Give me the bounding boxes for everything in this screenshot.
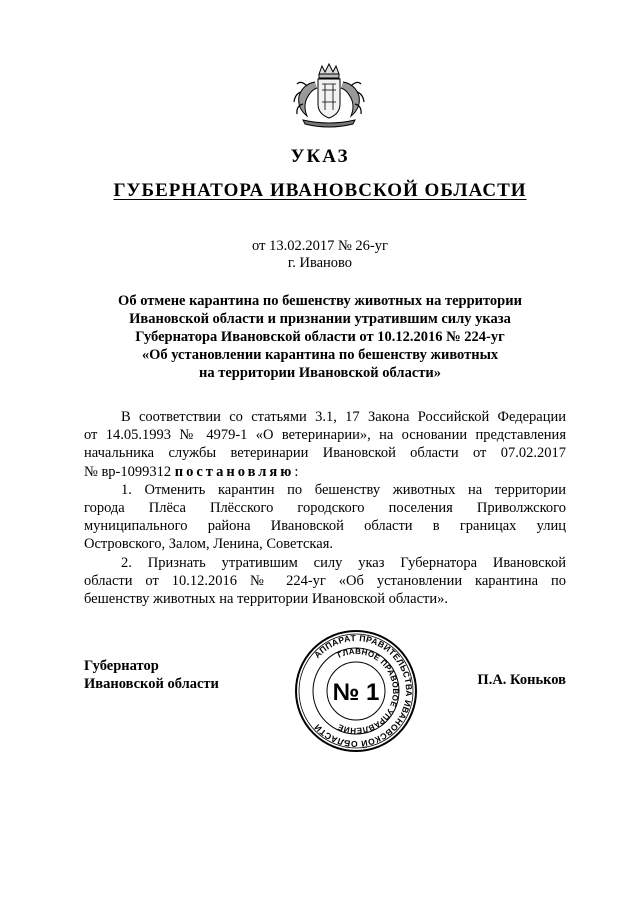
- item1-line: Островского, Залом, Ленина, Советская.: [84, 536, 333, 553]
- item1-line: 1. Отменить карантин по бешенству животных на территории: [121, 481, 566, 498]
- heading-line: Об отмене карантина по бешенству животных на территории: [118, 293, 522, 309]
- seal-inner-text: ГЛАВНОЕ ПРАВОВОЕ УПРАВЛЕНИЕ: [336, 646, 401, 736]
- position-line: Губернатор: [84, 658, 159, 674]
- decree-colon: :: [294, 463, 299, 480]
- city: г. Иваново: [287, 255, 353, 271]
- seal-outer-text: АППАРАТ ПРАВИТЕЛЬСТВА ИВАНОВСКОЙ ОБЛАСТИ: [312, 632, 415, 750]
- order-number: № вр-1099312: [84, 463, 175, 480]
- heading-line: Губернатора Ивановской области от 10.12.2016 № 224-уг: [135, 329, 505, 345]
- official-seal: [294, 629, 418, 753]
- decree-body: [84, 408, 566, 608]
- preamble-last-line: [84, 463, 566, 481]
- document-type: УКАЗ: [290, 146, 350, 167]
- preamble-line: от 14.05.1993 № 4979-1 «О ветеринарии», на основании представления: [84, 427, 566, 444]
- issuer-title-text: ГУБЕРНАТОРА ИВАНОВСКОЙ ОБЛАСТИ: [113, 180, 527, 201]
- heading-line: «Об установлении карантина по бешенству животных: [141, 347, 499, 363]
- preamble-line: начальника службы ветеринарии Ивановской области от 07.02.2017: [84, 445, 566, 462]
- signatory-name: П.А. Коньков: [477, 672, 566, 688]
- heading-line: на территории Ивановской области»: [199, 365, 441, 381]
- item2-line: 2. Признать утратившим силу указ Губернатора Ивановской: [121, 554, 566, 571]
- item2-line: бешенству животных на территории Ивановской области».: [84, 590, 448, 607]
- signatory-position: [84, 657, 219, 693]
- preamble-line: В соответствии со статьями 3.1, 17 Закона Российской Федерации: [121, 409, 566, 425]
- issuer-title: [0, 180, 640, 202]
- seal-number: № 1: [332, 679, 380, 706]
- item1-line: города Плёса Плёсского городского поселения Приволжского: [84, 499, 566, 516]
- heading-line: Ивановской области и признании утратившим силу указа: [129, 311, 511, 327]
- coat-of-arms-emblem: [289, 62, 369, 128]
- date-number: от 13.02.2017 № 26-уг: [252, 238, 388, 254]
- decree-word: постановляю: [174, 463, 295, 480]
- item1-line: муниципального района Ивановской области в границах улиц: [84, 518, 566, 535]
- item2-line: области от 10.12.2016 № 224-уг «Об установлении карантина по: [84, 572, 566, 589]
- decree-heading: [100, 292, 540, 382]
- date-block: [0, 238, 640, 272]
- position-line: Ивановской области: [84, 676, 219, 692]
